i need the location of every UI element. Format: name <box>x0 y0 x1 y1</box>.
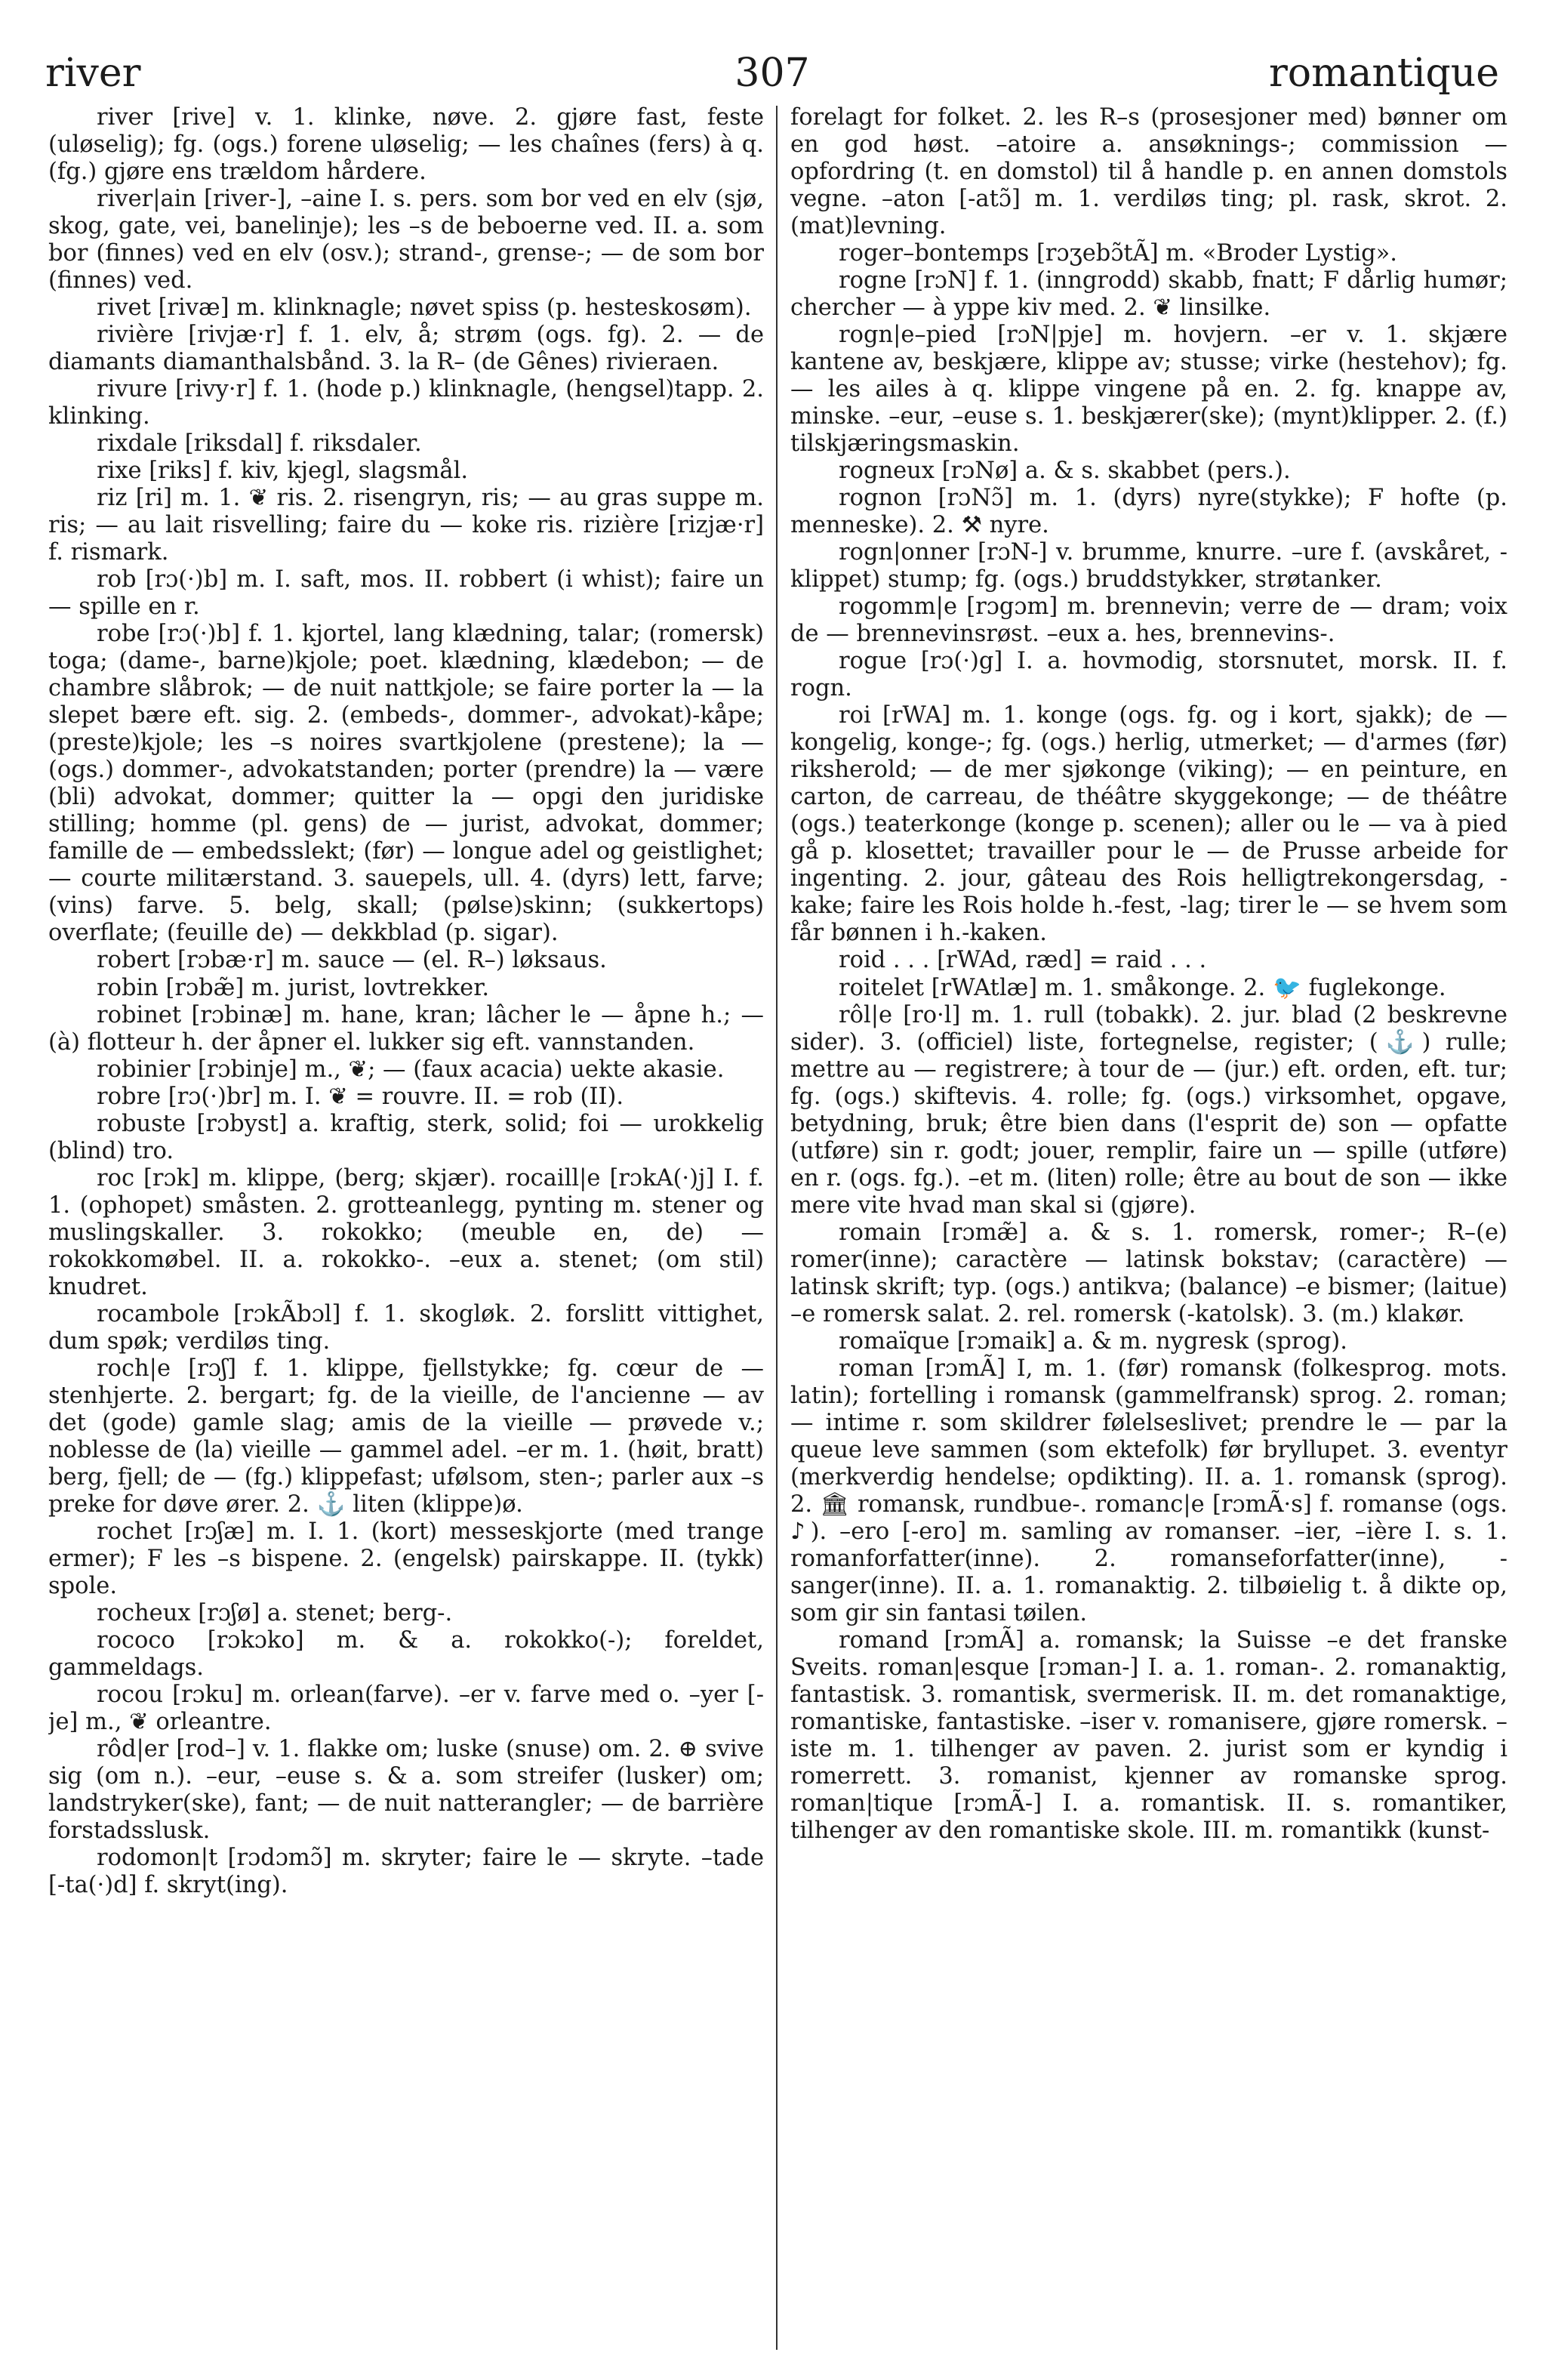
dictionary-entry: roid . . . [rWAd, ræd] = raid . . . <box>839 947 1207 974</box>
dictionary-entry: roger–bontemps [rɔʒebɔ̃tÃ] m. «Broder Lystig». <box>839 240 1397 267</box>
dictionary-entry: rogn|e–pied [rɔN|pje] m. hovjern. –er v. 1. skjære kantene av, beskjære, klippe av; stusse; virke (hestehov); fg. — les ailes à q. klippe vingene på en. 2. fg. knappe av, minske. –eur, –euse s. 1. beskjærer(ske); (mynt)klipper. 2. (f.) tilskjæringsmaskin. <box>790 322 1507 458</box>
dictionary-entry: rogn|onner [rɔN-] v. brumme, knurre. –ure f. (avskåret, -klippet) stump; fg. (ogs.) bruddstykker, strøtanker. <box>790 539 1507 593</box>
dictionary-entry: rogue [rɔ(·)g] I. a. hovmodig, storsnutet, morsk. II. f. rogn. <box>790 648 1507 702</box>
dictionary-entry: rococo [rɔkɔko] m. & a. rokokko(-); foreldet, gammeldags. <box>48 1626 764 1681</box>
dictionary-entry: rixe [riks] f. kiv, kjegl, slagsmål. <box>97 458 469 485</box>
dictionary-entry: rocou [rɔku] m. orlean(farve). –er v. farve med o. –yer [-je] m., ❦ orleantre. <box>48 1681 764 1735</box>
header-right-guideword: romantique <box>1268 51 1499 96</box>
dictionary-entry: rogneux [rɔNø] a. & s. skabbet (pers.). <box>839 458 1291 485</box>
dictionary-entry: robre [rɔ(·)br] m. I. ❦ = rouvre. II. = rob (II). <box>97 1083 624 1110</box>
dictionary-entry: robert [rɔbæ·r] m. sauce — (el. R–) løksaus. <box>97 947 607 974</box>
dictionary-entry: rodomon|t [rɔdɔmɔ̃] m. skryter; faire le — skryte. –tade [-ta(·)d] f. skryt(ing). <box>48 1845 764 1899</box>
dictionary-entry: rôl|e [ro·l] m. 1. rull (tobakk). 2. jur. blad (2 beskrevne sider). 3. (officiel) liste, fortegnelse, register; (⚓) rulle; mettre au — registrere; à tour de — (jur.) eft. orden, eft. tur; fg. (ogs.) skiftevis. 4. rolle; fg. (ogs.) virksomhet, opgave, betydning, bruk; être bien dans (l'esprit de) son — opfatte (utføre) sin r. godt; jouer, remplir, faire un — spille (utføre) en r. (ogs. fg.). –et m. (liten) rolle; être au bout de son — ikke mere vite hvad man skal si (gjøre). <box>790 1001 1507 1219</box>
dictionary-entry: romaïque [rɔmaik] a. & m. nygresk (sprog). <box>839 1327 1347 1355</box>
header-left-guideword: river <box>45 51 141 96</box>
dictionary-entry: roc [rɔk] m. klippe, (berg; skjær). rocaill|e [rɔkA(·)j] I. f. 1. (ophopet) småsten. 2. grotteanlegg, pynting m. stener og muslingskaller. 3. rokokko; (meuble en, de) — rokokkomøbel. II. a. rokokko-. –eux a. stenet; (om stil) knudret. <box>48 1164 764 1300</box>
dictionary-entry: rôd|er [rod–] v. 1. flakke om; luske (snuse) om. 2. ⊕ svive sig (om n.). –eur, –euse s. & a. som streifer (lusker) om; landstryker(ske), fant; — de nuit natterangler; — de barrière forstadsslusk. <box>48 1735 764 1844</box>
dictionary-entry: roman [rɔmÃ] I, m. 1. (før) romansk (folkesprog. mots. latin); fortelling i romansk (gammelfransk) sprog. 2. roman; — intime r. som skildrer følelseslivet; prendre le — par la queue leve sammen (som ektefolk) før bryllupet. 3. eventyr (merkverdig hendelse; opdikting). II. a. 1. romansk (sprog). 2. 🏛 romansk, rundbue-. romanc|e [rɔmÃ·s] f. romanse (ogs. ♪). –ero [-ero] m. samling av romanser. –ier, –ière I. s. 1. romanforfatter(inne). 2. romanseforfatter(inne), -sanger(inne). II. a. 1. romanaktig. 2. tilbøielig t. å dikte op, som gir sin fantasi tøilen. <box>790 1355 1507 1626</box>
dictionary-entry: riz [ri] m. 1. ❦ ris. 2. risengryn, ris; — au gras suppe m. ris; — au lait risvelling; faire du — koke ris. rizière [rizjæ·r] f. rismark. <box>48 485 764 566</box>
dictionary-entry: rognon [rɔNɔ̃] m. 1. (dyrs) nyre(stykke); F hofte (p. menneske). 2. ⚒ nyre. <box>790 485 1507 539</box>
dictionary-entry-continuation: forelagt for folket. 2. les R–s (prosesjoner med) bønner om en god høst. –atoire a. ansøknings-; commission — opfordring (t. en domstol) til å handle p. en annen domstols vegne. –aton [-atɔ̃] m. 1. verdiløs ting; pl. rask, skrot. 2. (mat)levning. <box>790 104 1507 240</box>
dictionary-entry: rogomm|e [rɔgɔm] m. brennevin; verre de — dram; voix de — brennevinsrøst. –eux a. hes, brennevins-. <box>790 593 1507 648</box>
dictionary-entry: rivière [rivjæ·r] f. 1. elv, å; strøm (ogs. fg). 2. — de diamants diamanthalsbånd. 3. la R– (de Gênes) rivieraen. <box>48 322 764 376</box>
right-column <box>790 104 1507 2356</box>
dictionary-entry: romain [rɔmæ̃] a. & s. 1. romersk, romer-; R–(e) romer(inne); caractère — latinsk bokstav; (caractère) — latinsk skrift; typ. (ogs.) antikva; (balance) –e bismer; (laitue) –e romersk salat. 2. rel. romersk (-katolsk). 3. (m.) klakør. <box>790 1219 1507 1327</box>
page-header <box>45 39 1499 107</box>
page-number: 307 <box>734 51 810 96</box>
dictionary-entry: robe [rɔ(·)b] f. 1. kjortel, lang klædning, talar; (romersk) toga; (dame-, barne)kjole; poet. klædning, klædebon; — de chambre slåbrok; — de nuit nattkjole; se faire porter la — la slepet bære eft. sig. 2. (embeds-, dommer-, advokat)-kåpe; (preste)kjole; les –s noires svartkjolene (prestene); la — (ogs.) dommer-, advokatstanden; porter (prendre) la — være (bli) advokat, dommer; quitter la — opgi den juridiske stilling; homme (pl. gens) de — jurist, advokat, dommer; famille de — embedsslekt; (før) — longue adel og geistlighet; — courte militærstand. 3. sauepels, ull. 4. (dyrs) lett, farve; (vins) farve. 5. belg, skall; (pølse)skinn; (sukkertops) overflate; (feuille de) — dekkblad (p. sigar). <box>48 621 764 947</box>
dictionary-entry: romand [rɔmÃ] a. romansk; la Suisse –e det franske Sveits. roman|esque [rɔman-] I. a. 1. roman-. 2. romanaktig, fantastisk. 3. romantisk, svermerisk. II. m. det romanaktige, romantiske, fantastiske. –iser v. romanisere, gjøre romersk. –iste m. 1. tilhenger av paven. 2. jurist som er kyndig i romerrett. 3. romanist, kjenner av romanske sprog. roman|tique [rɔmÃ-] I. a. romantisk. II. s. romantiker, tilhenger av den romantiske skole. III. m. romantikk (kunst- <box>790 1626 1507 1844</box>
dictionary-entry: rogne [rɔN] f. 1. (inngrodd) skabb, fnatt; F dårlig humør; chercher — à yppe kiv med. 2. ❦ linsilke. <box>790 267 1507 322</box>
dictionary-entry: robinier [rɔbinje] m., ❦; — (faux acacia) uekte akasie. <box>97 1056 725 1083</box>
dictionary-entry: rivet [rivæ] m. klinknagle; nøvet spiss (p. hesteskosøm). <box>97 294 752 322</box>
left-column <box>48 104 764 2356</box>
dictionary-entry: roi [rWA] m. 1. konge (ogs. fg. og i kort, sjakk); de — kongelig, konge-; fg. (ogs.) herlig, utmerket; — d'armes (før) riksherold; — de mer sjøkonge (viking); — en peinture, en carton, de carreau, de théâtre skyggekonge; — de théâtre (ogs.) teaterkonge (konge p. scenen); aller ou le — va à pied gå p. klosettet; travailler pour le — de Prusse arbeide for ingenting. 2. jour, gâteau des Rois helligtrekongersdag, -kake; faire les Rois holde h.-fest, -lag; tirer le — se hvem som får bønnen i h.-kaken. <box>790 702 1507 947</box>
dictionary-entry: rob [rɔ(·)b] m. I. saft, mos. II. robbert (i whist); faire un — spille en r. <box>48 566 764 621</box>
dictionary-entry: river [rive] v. 1. klinke, nøve. 2. gjøre fast, feste (uløselig); fg. (ogs.) forene uløselig; — les chaînes (fers) à q. (fg.) gjøre ens trældom hårdere. <box>48 104 764 186</box>
dictionary-entry: rocheux [rɔʃø] a. stenet; berg-. <box>97 1599 453 1626</box>
dictionary-entry: robuste [rɔbyst] a. kraftig, sterk, solid; foi — urokkelig (blind) tro. <box>48 1110 764 1164</box>
dictionary-entry: rocambole [rɔkÃbɔl] f. 1. skogløk. 2. forslitt vittighet, dum spøk; verdiløs ting. <box>48 1300 764 1355</box>
dictionary-entry: roch|e [rɔʃ] f. 1. klippe, fjellstykke; fg. cœur de — stenhjerte. 2. bergart; fg. de la vieille, de l'ancienne — av det (gode) gamle slag; amis de la vieille — prøvede v.; noblesse de (la) vieille — gammel adel. –er m. 1. (høit, bratt) berg, fjell; de — (fg.) klippefast; ufølsom, sten-; parler aux –s preke for døve ører. 2. ⚓ liten (klippe)ø. <box>48 1355 764 1518</box>
dictionary-entry: rochet [rɔʃæ] m. I. 1. (kort) messeskjorte (med trange ermer); F les –s bispene. 2. (engelsk) pairskappe. II. (tykk) spole. <box>48 1518 764 1599</box>
dictionary-entry: river|ain [river-], –aine I. s. pers. som bor ved en elv (sjø, skog, gate, vei, banelinje); les –s de beboerne ved. II. a. som bor (finnes) ved en elv (osv.); strand-, grense-; — de som bor (finnes) ved. <box>48 186 764 294</box>
dictionary-entry: robinet [rɔbinæ] m. hane, kran; lâcher le — åpne h.; — (à) flotteur h. der åpner el. lukker sig eft. vannstanden. <box>48 1001 764 1056</box>
dictionary-entry: rixdale [riksdal] f. riksdaler. <box>97 430 422 458</box>
dictionary-entry: rivure [rivy·r] f. 1. (hode p.) klinknagle, (hengsel)tapp. 2. klinking. <box>48 376 764 430</box>
dictionary-entry: roitelet [rWAtlæ] m. 1. småkonge. 2. 🐦 fuglekonge. <box>839 974 1446 1001</box>
column-divider <box>776 106 778 2350</box>
dictionary-entry: robin [rɔbæ̃] m. jurist, lovtrekker. <box>97 974 490 1001</box>
